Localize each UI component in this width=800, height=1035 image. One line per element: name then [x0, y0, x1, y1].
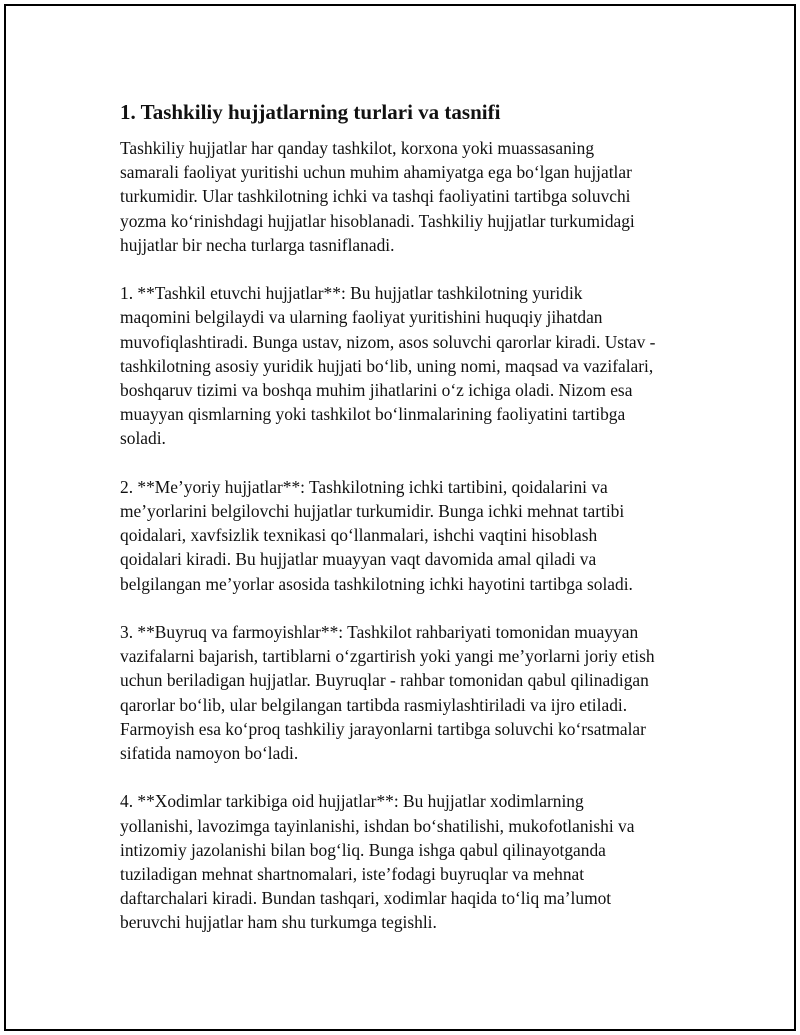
paragraph-founding-documents: 1. **Tashkil etuvchi hujjatlar**: Bu hujjatlar tashkilotning yuridik maqomini belgilaydi va ularning faoliyat yuritishini huquqiy jihatdan muvofiqlashtiradi. Bunga ustav, nizom, asos soluvchi qarorlar kiradi. Ustav - tashkilotning asosiy yuridik hujjati bo‘lib, uning nomi, maqsad va vazifalari, boshqaruv tizimi va boshqa muhim jihatlarini o‘z ichiga oladi. Nizom esa muayyan qismlarning yoki tashkilot bo‘linmalarining faoliyatini tartibga soladi.: [120, 283, 656, 449]
document-body: [120, 98, 680, 959]
paragraph-normative-documents: 2. **Me’yoriy hujjatlar**: Tashkilotning ichki tartibini, qoidalarini va me’yorlarini belgilovchi hujjatlar turkumidir. Bunga ichki mehnat tartibi qoidalari, xavfsizlik texnikasi qo‘llanmalari, ishchi vaqtini hisoblash qoidalari kiradi. Bu hujjatlar muayyan vaqt davomida amal qiladi va belgilangan me’yorlar asosida tashkilotning ichki hayotini tartibga soladi.: [120, 476, 633, 594]
paragraph-personnel-documents: 4. **Xodimlar tarkibiga oid hujjatlar**: Bu hujjatlar xodimlarning yollanishi, lavozimga tayinlanishi, ishdan bo‘shatilishi, mukofotlanishi va intizomiy jazolanishi bilan bog‘liq. Bunga ishga qabul qilinayotganda tuziladigan mehnat shartnomalari, iste’fodagi buyruqlar va mehnat daftarchalari kiradi. Bundan tashqari, xodimlar haqida to‘liq ma’lumot beruvchi hujjatlar ham shu turkumga tegishli.: [120, 791, 635, 933]
intro-paragraph: Tashkiliy hujjatlar har qanday tashkilot, korxona yoki muassasaning samarali faoliyat yuritishi uchun muhim ahamiyatga ega bo‘lgan hujjatlar turkumidir. Ular tashkilotning ichki va tashqi faoliyatini tartibga soluvchi yozma ko‘rinishdagi hujjatlar hisoblanadi. Tashkiliy hujjatlar turkumidagi hujjatlar bir necha turlarga tasniflanadi.: [120, 138, 635, 255]
page-frame: [4, 4, 796, 1031]
paragraph-orders-and-instructions: 3. **Buyruq va farmoyishlar**: Tashkilot rahbariyati tomonidan muayyan vazifalarni bajarish, tartiblarni o‘zgartirish yoki yangi me’yorlarni joriy etish uchun beriladigan hujjatlar. Buyruqlar - rahbar tomonidan qabul qilinadigan qarorlar bo‘lib, ular belgilangan tartibda rasmiylashtiriladi va ijro etiladi. Farmoyish esa ko‘proq tashkiliy jarayonlarni tartibga soluvchi ko‘rsatmalar sifatida namoyon bo‘ladi.: [120, 622, 655, 764]
document-title: 1. Tashkiliy hujjatlarning turlari va tasnifi: [120, 100, 501, 124]
